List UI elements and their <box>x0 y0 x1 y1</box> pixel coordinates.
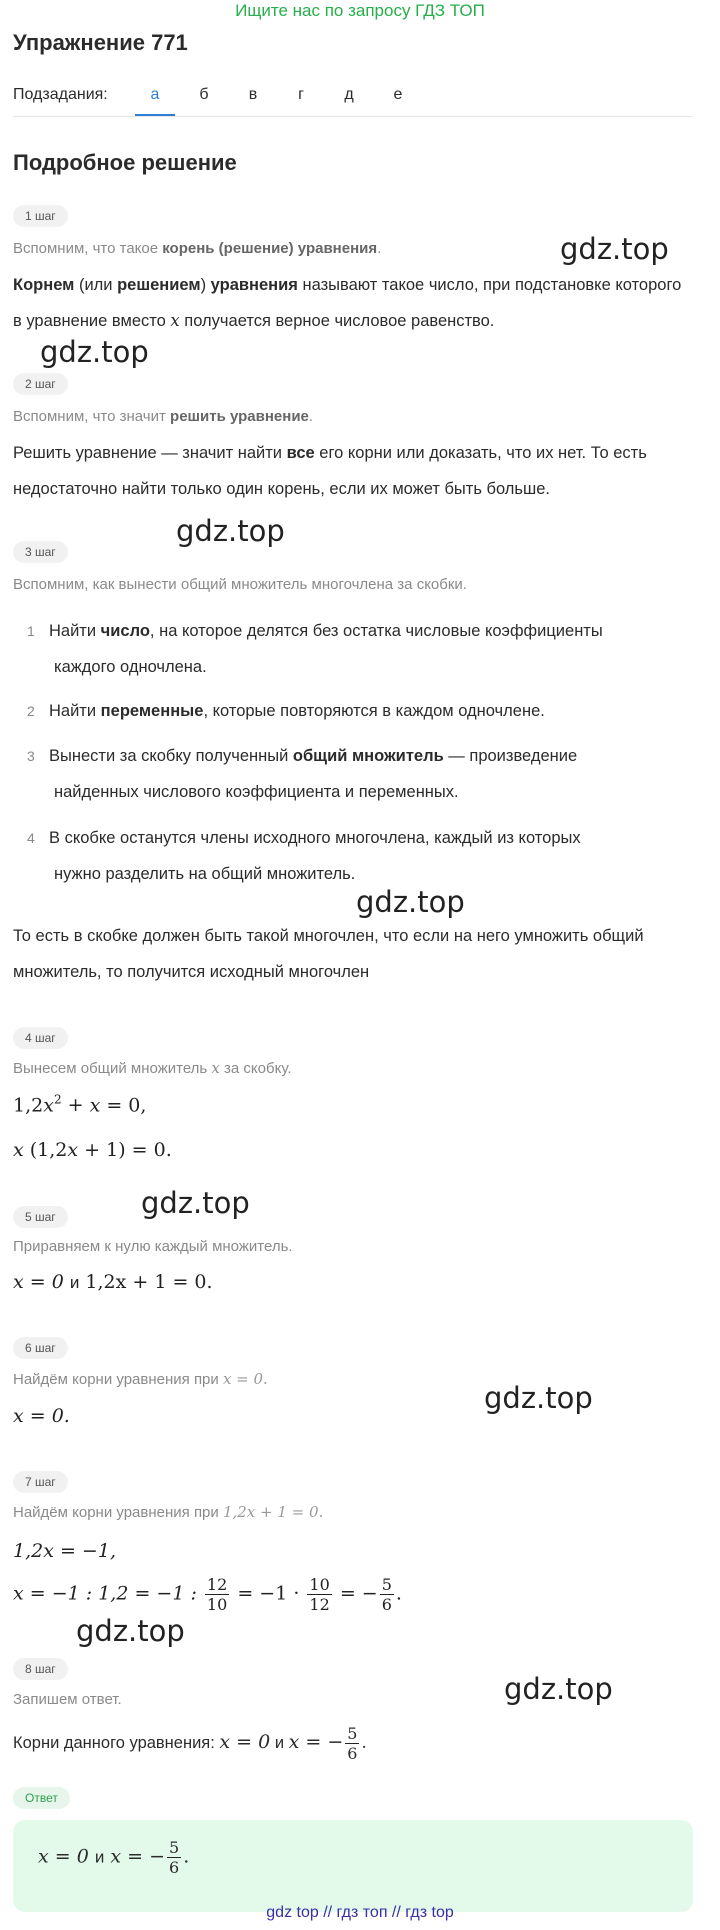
watermark: gdz.top <box>356 885 465 919</box>
equation: x (1,2x + 1) = 0. <box>13 1139 172 1161</box>
list-item: 1 Найти число, на которое делятся без остатка числовые коэффициенты каждого одночлена. <box>27 622 603 676</box>
list-item: 4 В скобке останутся члены исходного многочлена, каждый из которых нужно разделить на общий множитель. <box>27 829 581 883</box>
step-badge: 6 шаг <box>13 1337 68 1359</box>
definition-text: Корнем (или решением) уравнения называют такое число, при подстановке которого в уравнение вместо x получается верное числовое равенство. <box>13 276 682 330</box>
step-hint: Вспомним, что значит решить уравнение. <box>13 408 314 425</box>
watermark: gdz.top <box>176 514 285 548</box>
step-hint: Найдём корни уравнения при 1,2x + 1 = 0. <box>13 1503 324 1521</box>
watermark: gdz.top <box>141 1186 250 1220</box>
tab-a[interactable]: а <box>135 86 175 116</box>
equation: x = 0. <box>13 1405 70 1427</box>
step-hint: Запишем ответ. <box>13 1691 122 1708</box>
step-hint: Вынесем общий множитель x за скобку. <box>13 1059 292 1077</box>
watermark: gdz.top <box>560 232 669 266</box>
step-badge: 2 шаг <box>13 373 68 395</box>
equation: x = −1 : 1,2 = −1 : $\frac{12}{10}$ = −1 · $\frac{10}{12}$ = − $\frac{5}{6}$ . <box>13 1575 402 1614</box>
list-item: 3 Вынести за скобку полученный общий множитель — произведение найденных числового коэффициента и переменных. <box>27 747 578 801</box>
answer-badge: Ответ <box>13 1787 70 1809</box>
answer-text: Корни данного уравнения: x = 0 и x = − $\frac{5}{6}$ . <box>13 1724 367 1764</box>
tab-d[interactable]: д <box>344 86 354 103</box>
step-hint: Найдём корни уравнения при x = 0. <box>13 1370 268 1388</box>
tab-g[interactable]: г <box>298 86 304 103</box>
list-item: 2 Найти переменные, которые повторяются в каждом одночлене. <box>27 702 545 720</box>
watermark: gdz.top <box>40 335 149 369</box>
subtasks-label: Подзадания: <box>13 86 108 103</box>
equation: $1,2x^2 + x = 0$, <box>13 1093 147 1117</box>
explanation-text: То есть в скобке должен быть такой многочлен, что если на него умножить общий множитель, то получится исходный многочлен <box>13 927 644 981</box>
step-badge: 3 шаг <box>13 541 68 563</box>
watermark: gdz.top <box>484 1381 593 1415</box>
watermark: gdz.top <box>504 1672 613 1706</box>
definition-text: Решить уравнение — значит найти все его корни или доказать, что их нет. То есть недостаточно найти только один корень, если их может быть больше. <box>13 444 647 498</box>
tab-e[interactable]: е <box>393 86 403 103</box>
subtasks-bar <box>13 86 693 117</box>
step-hint: Приравняем к нулю каждый множитель. <box>13 1238 293 1255</box>
step-badge: 1 шаг <box>13 205 68 227</box>
tab-b[interactable]: б <box>199 86 209 103</box>
step-hint: Вспомним, что такое корень (решение) уравнения. <box>13 240 382 257</box>
watermark: gdz.top <box>76 1614 185 1648</box>
equation: 1,2x = −1, <box>13 1540 116 1562</box>
step-badge: 7 шаг <box>13 1471 68 1493</box>
step-hint: Вспомним, как вынести общий множитель многочлена за скобки. <box>13 576 467 593</box>
step-badge: 8 шаг <box>13 1658 68 1680</box>
step-badge: 4 шаг <box>13 1027 68 1049</box>
page-title: Упражнение 771 <box>13 30 188 55</box>
tab-v[interactable]: в <box>248 86 258 103</box>
step-badge: 5 шаг <box>13 1206 68 1228</box>
equation: x = 0 и 1,2x + 1 = 0. <box>13 1271 213 1293</box>
footer-links[interactable]: gdz top // гдз топ // гдз top <box>266 1904 454 1921</box>
answer-box <box>13 1820 693 1912</box>
section-title: Подробное решение <box>13 150 237 175</box>
answer-equation: x = 0 и x = − $\frac{5}{6}$ . <box>38 1838 190 1877</box>
search-banner[interactable]: Ищите нас по запросу ГДЗ ТОП <box>235 1 485 20</box>
